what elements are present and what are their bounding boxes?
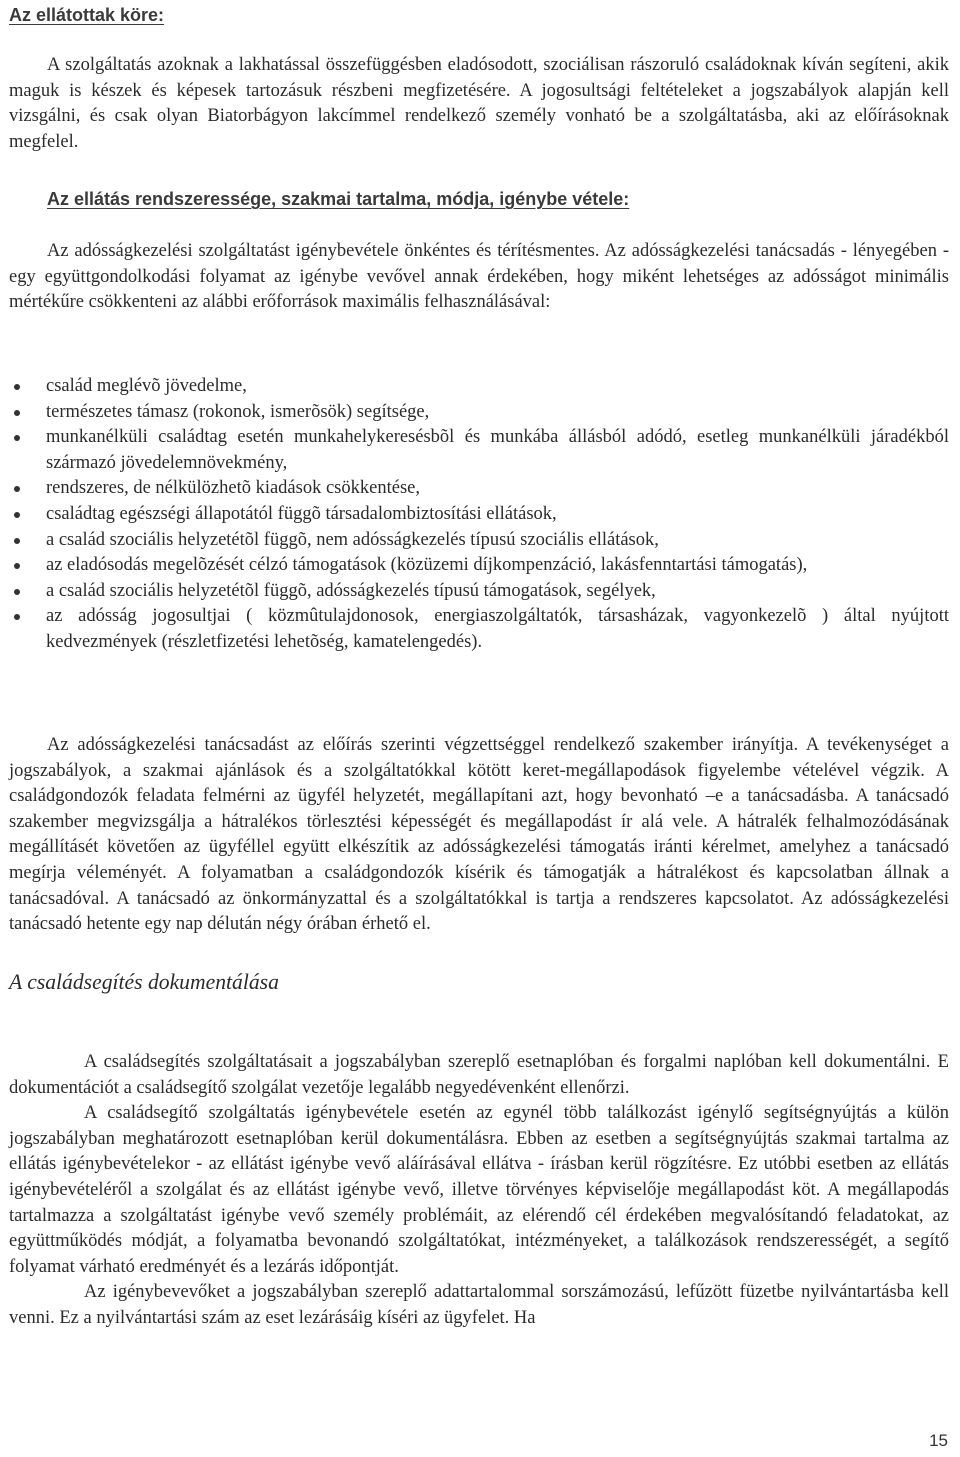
recipients-paragraph: A szolgáltatás azoknak a lakhatással összefüggésben eladósodott, szociálisan rászoruló családoknak kíván segíteni, akik maguk is készek és képesek tartozásuk részbeni megfizetésére. A jogosultsági feltételeket a jogszabályok alapján kell vizsgálni, és csak olyan Biatorbágyon lakcímmel rendelkező személy vonható be a szolgáltatásba, aki az előírásoknak megfelel. [9,55,949,152]
section-title-documentation: A családsegítés dokumentálása [9,970,279,994]
list-item: az eladósodás megelõzését célzó támogatások (közüzemi díjkompenzáció, lakásfenntartási támogatás), [9,553,949,579]
documentation-paragraph-3: Az igénybevevőket a jogszabályban szereplő adattartalommal sorszámozású, lefűzött füzetbe nyilvántartásba kell venni. Ez a nyilvántartási szám az eset lezárásáig kíséri az ügyfelet. Ha [9,1282,949,1328]
list-item: természetes támasz (rokonok, ismerõsök) segítsége, [9,400,949,426]
bullet-icon [14,410,20,416]
section-heading-service: Az ellátás rendszeressége, szakmai tartalma, módja, igénybe vétele: [47,189,630,209]
recipients-paragraph-block [9,53,949,155]
list-item: az adósság jogosultjai ( közmûtulajdonosok, energiaszolgáltatók, társasházak, vagyonkezelõ ) által nyújtott kedvezmények (részletfizetési lehetõség, kamatelengedés). [9,604,949,655]
list-item: rendszeres, de nélkülözhetõ kiadások csökkentése, [9,476,949,502]
service-intro-block [9,239,949,316]
service-closing-block [9,733,949,938]
service-closing-paragraph: Az adósságkezelési tanácsadást az előírás szerinti végzettséggel rendelkező szakember irányítja. A tevékenységet a jogszabályok, a szakmai ajánlások és a szolgáltatókkal kötött keret-megállapodások figyelembe vételével végzik. A családgondozók feladata felmérni az ügyfél helyzetét, megállapítani azt, hogy bevonható –e a tanácsadásba. A tanácsadó szakember megvizsgálja a hátralékos törlesztési képességét és megállapodást ír alá vele. A hátralék felhalmozódásának megállításét követően az ügyféllel együtt elkészítik az adósságkezelési támogatás iránti kérelmet, amelyhez a tanácsadó megírja véleményét. A folyamatban a családgondozók kísérik és támogatják a hátralékost és kapcsolatban állnak a tanácsadóval. A tanácsadó az önkormányzattal és a szolgáltatókkal is tartja a rendszeres kapcsolatot. Az adósságkezelési tanácsadó hetente egy nap délután négy órában érhető el. [9,735,949,935]
service-intro-paragraph: Az adósságkezelési szolgáltatást igénybevétele önkéntes és térítésmentes. Az adósságkezelési tanácsadás - lényegében - egy együttgondolkodási folyamat az igénybe vevővel annak érdekében, hogy miként lehetséges az adósságot minimális mértékűre csökkenteni az alábbi erőforrások maximális felhasználásával: [9,241,949,313]
page-number: 15 [929,1431,948,1450]
documentation-paragraph-2: A családsegítő szolgáltatás igénybevétele esetén az egynél több találkozást igénylő segítségnyújtás a külön jogszabályban meghatározott esetnaplóban kerül dokumentálásra. Ebben az esetben a segítségnyújtás szakmai tartalma az ellátás igénybevételekor - az ellátást igénybe vevő aláírásával ellátva - írásban kerül rögzítésre. Ez utóbbi esetben az ellátás igénybevételéről a szolgálat és az ellátást igénybe vevő, illetve törvényes képviselője megállapodást köt. A megállapodás tartalmazza a szolgáltatást igénybe vevő személy problémáit, az elérendő cél érdekében megvalósítandó feladatokat, az együttműködés módját, a folyamatba bevonandó szolgáltatókat, intézményeket, a találkozások rendszerességét, a segítő folyamat várható eredményét és a lezárás időpontját. [9,1103,949,1277]
list-item: munkanélküli családtag esetén munkahelykeresésbõl és munkába állásból adódó, esetleg munkanélküli járadékból származó jövedelemnövekmény, [9,425,949,476]
documentation-paragraph-1: A családsegítés szolgáltatásait a jogszabályban szereplő esetnaplóban és forgalmi naplóban kell dokumentálni. E dokumentációt a családsegítő szolgálat vezetője legalább negyedévenként ellenőrzi. [9,1052,949,1098]
list-item: a család szociális helyzetétõl függõ, nem adósságkezelés típusú szociális ellátások, [9,528,949,554]
bullet-icon [14,435,20,441]
bullet-icon [14,538,20,544]
bullet-icon [14,384,20,390]
section-heading-recipients: Az ellátottak köre: [9,5,165,25]
bullet-icon [14,614,20,620]
list-item: család meglévõ jövedelme, [9,374,949,400]
resources-list [9,374,949,656]
bullet-icon [14,589,20,595]
documentation-block [9,1050,949,1332]
list-item: a család szociális helyzetétõl függõ, adósságkezelés típusú támogatások, segélyek, [9,579,949,605]
bullet-icon [14,512,20,518]
bullet-icon [14,486,20,492]
bullet-icon [14,563,20,569]
list-item: családtag egészségi állapotától függõ társadalombiztosítási ellátások, [9,502,949,528]
